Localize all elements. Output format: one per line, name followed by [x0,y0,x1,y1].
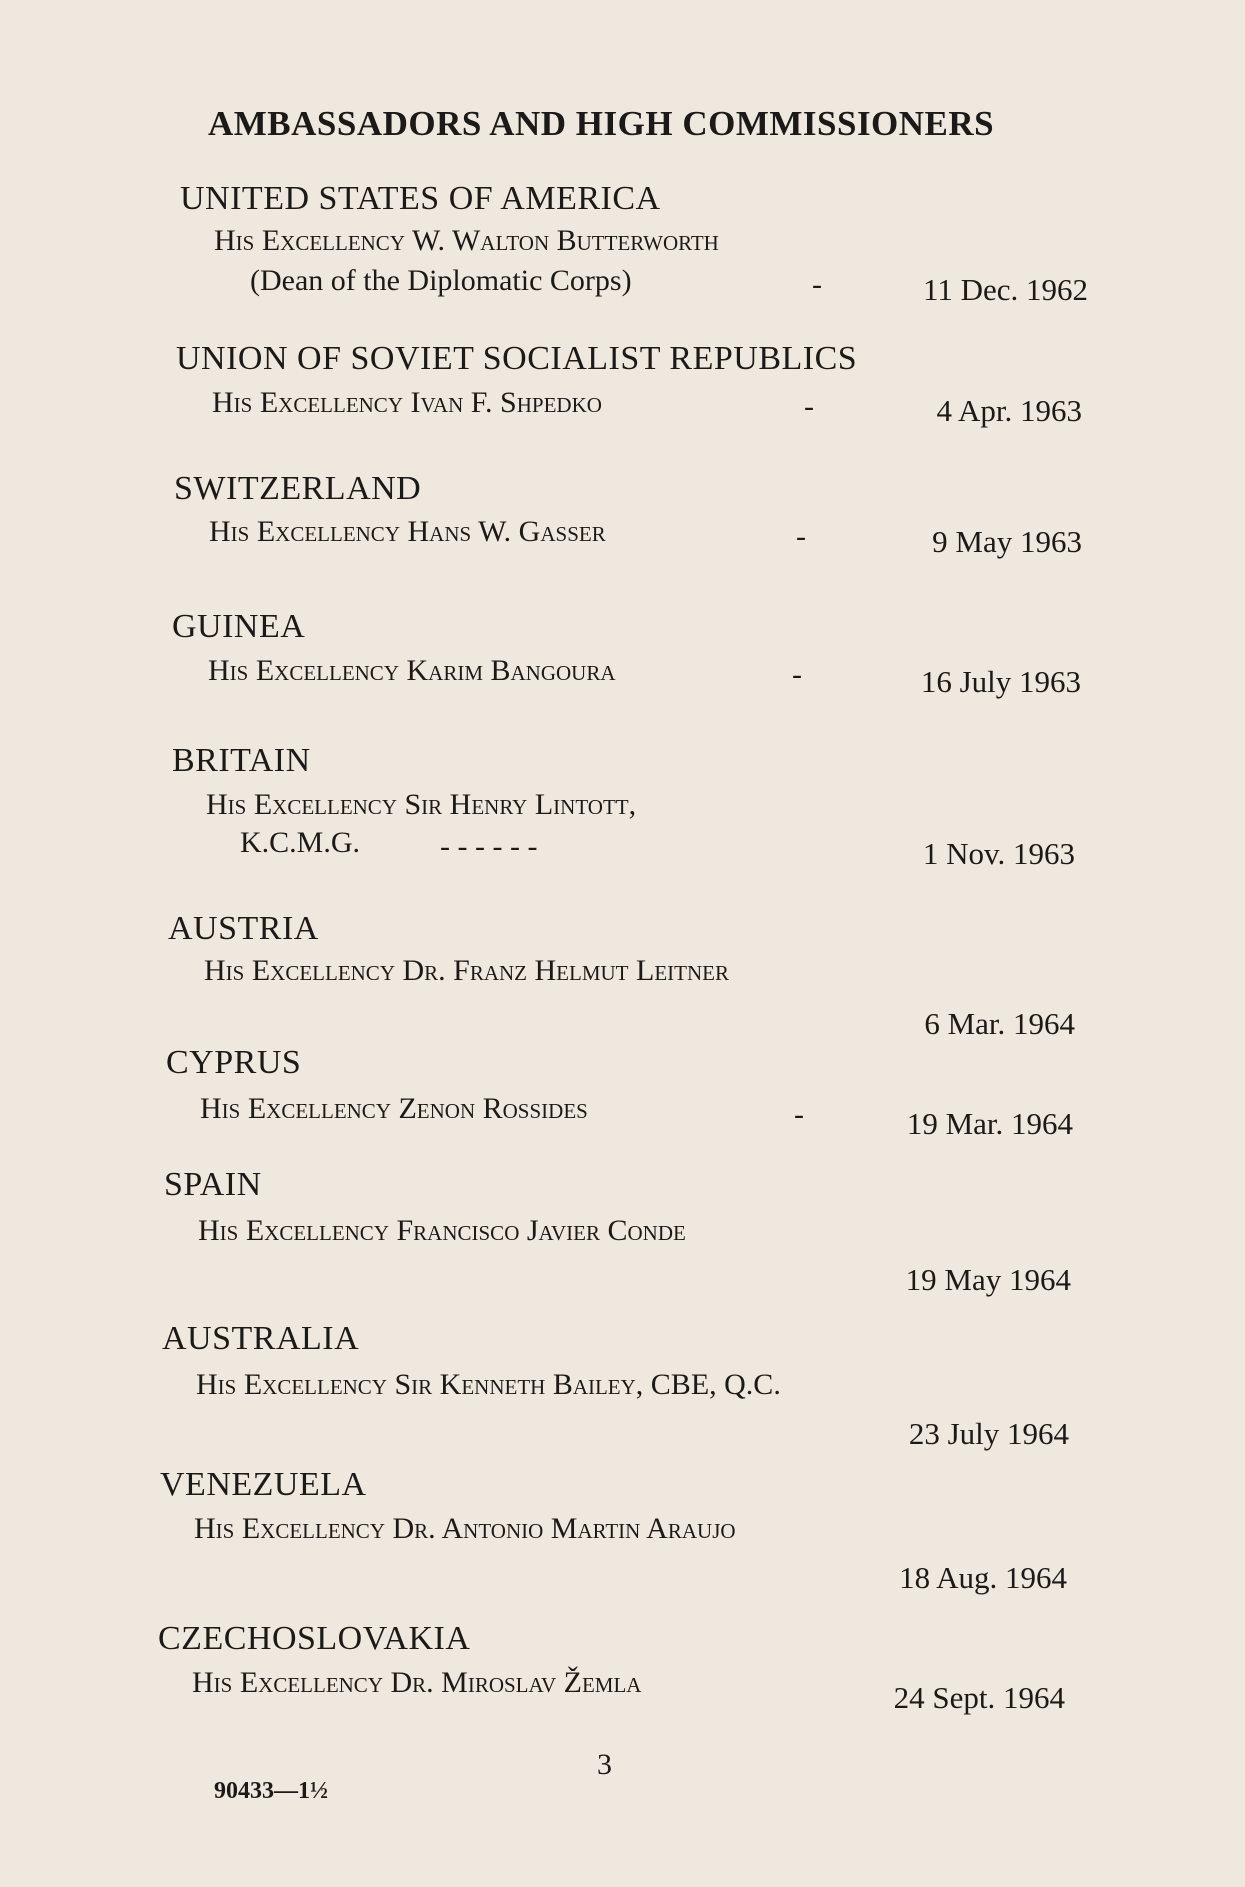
appointment-date: 1 Nov. 1963 [922,836,1075,871]
country-heading: UNION OF SOVIET SOCIALIST REPUBLICS [176,340,858,377]
appointment-date: 19 Mar. 1964 [906,1106,1073,1141]
country-heading: CYPRUS [166,1044,302,1081]
appointment-date: 11 Dec. 1962 [922,272,1088,307]
appointment-date: 24 Sept. 1964 [893,1680,1065,1715]
country-heading: SPAIN [164,1166,262,1203]
appointment-date: 16 July 1963 [920,664,1081,699]
country-heading: SWITZERLAND [174,470,422,507]
ambassador-name: His Excellency Dr. Miroslav Žemla [192,1666,642,1699]
ambassador-name: His Excellency Dr. Antonio Martin Araujo [194,1512,736,1545]
ambassador-note: K.C.M.G. [240,826,361,859]
ambassador-name: His Excellency Karim Bangoura [208,654,616,687]
print-code: 90433—1½ [214,1778,328,1804]
country-heading: CZECHOSLOVAKIA [158,1620,471,1657]
leader-dash: - [794,1098,804,1131]
page-number: 3 [597,1748,612,1781]
ambassador-name: His Excellency Sir Henry Lintott, [206,788,637,821]
appointment-date: 19 May 1964 [905,1262,1071,1297]
leader-dash: - [804,390,814,423]
ambassador-name: His Excellency Sir Kenneth Bailey, CBE, Q.C. [196,1368,781,1401]
appointment-date: 18 Aug. 1964 [899,1560,1067,1595]
country-heading: UNITED STATES OF AMERICA [180,180,661,217]
appointment-date: 9 May 1963 [932,524,1082,559]
country-heading: AUSTRIA [168,910,319,947]
page-title: AMBASSADORS AND HIGH COMMISSIONERS [208,104,995,143]
appointment-date: 6 Mar. 1964 [924,1006,1075,1041]
ambassador-name: His Excellency Dr. Franz Helmut Leitner [204,954,729,987]
leader-dash: - [796,520,806,553]
country-heading: VENEZUELA [160,1466,367,1503]
appointment-date: 4 Apr. 1963 [936,393,1082,428]
country-heading: AUSTRALIA [162,1320,360,1357]
leader-dash: - [792,658,802,691]
ambassador-name: His Excellency Hans W. Gasser [209,515,606,548]
ambassador-name: His Excellency Francisco Javier Conde [198,1214,686,1247]
ambassador-name: His Excellency Ivan F. Shpedko [212,386,602,419]
ambassador-name: His Excellency W. Walton Butterworth [214,224,719,257]
country-heading: BRITAIN [172,742,311,779]
ambassador-note: (Dean of the Diplomatic Corps) [250,264,632,297]
ambassador-name: His Excellency Zenon Rossides [200,1092,588,1125]
appointment-date: 23 July 1964 [908,1416,1069,1451]
leader-dashes: - - - - - - [440,830,538,863]
country-heading: GUINEA [172,608,306,645]
leader-dash: - [812,268,822,301]
